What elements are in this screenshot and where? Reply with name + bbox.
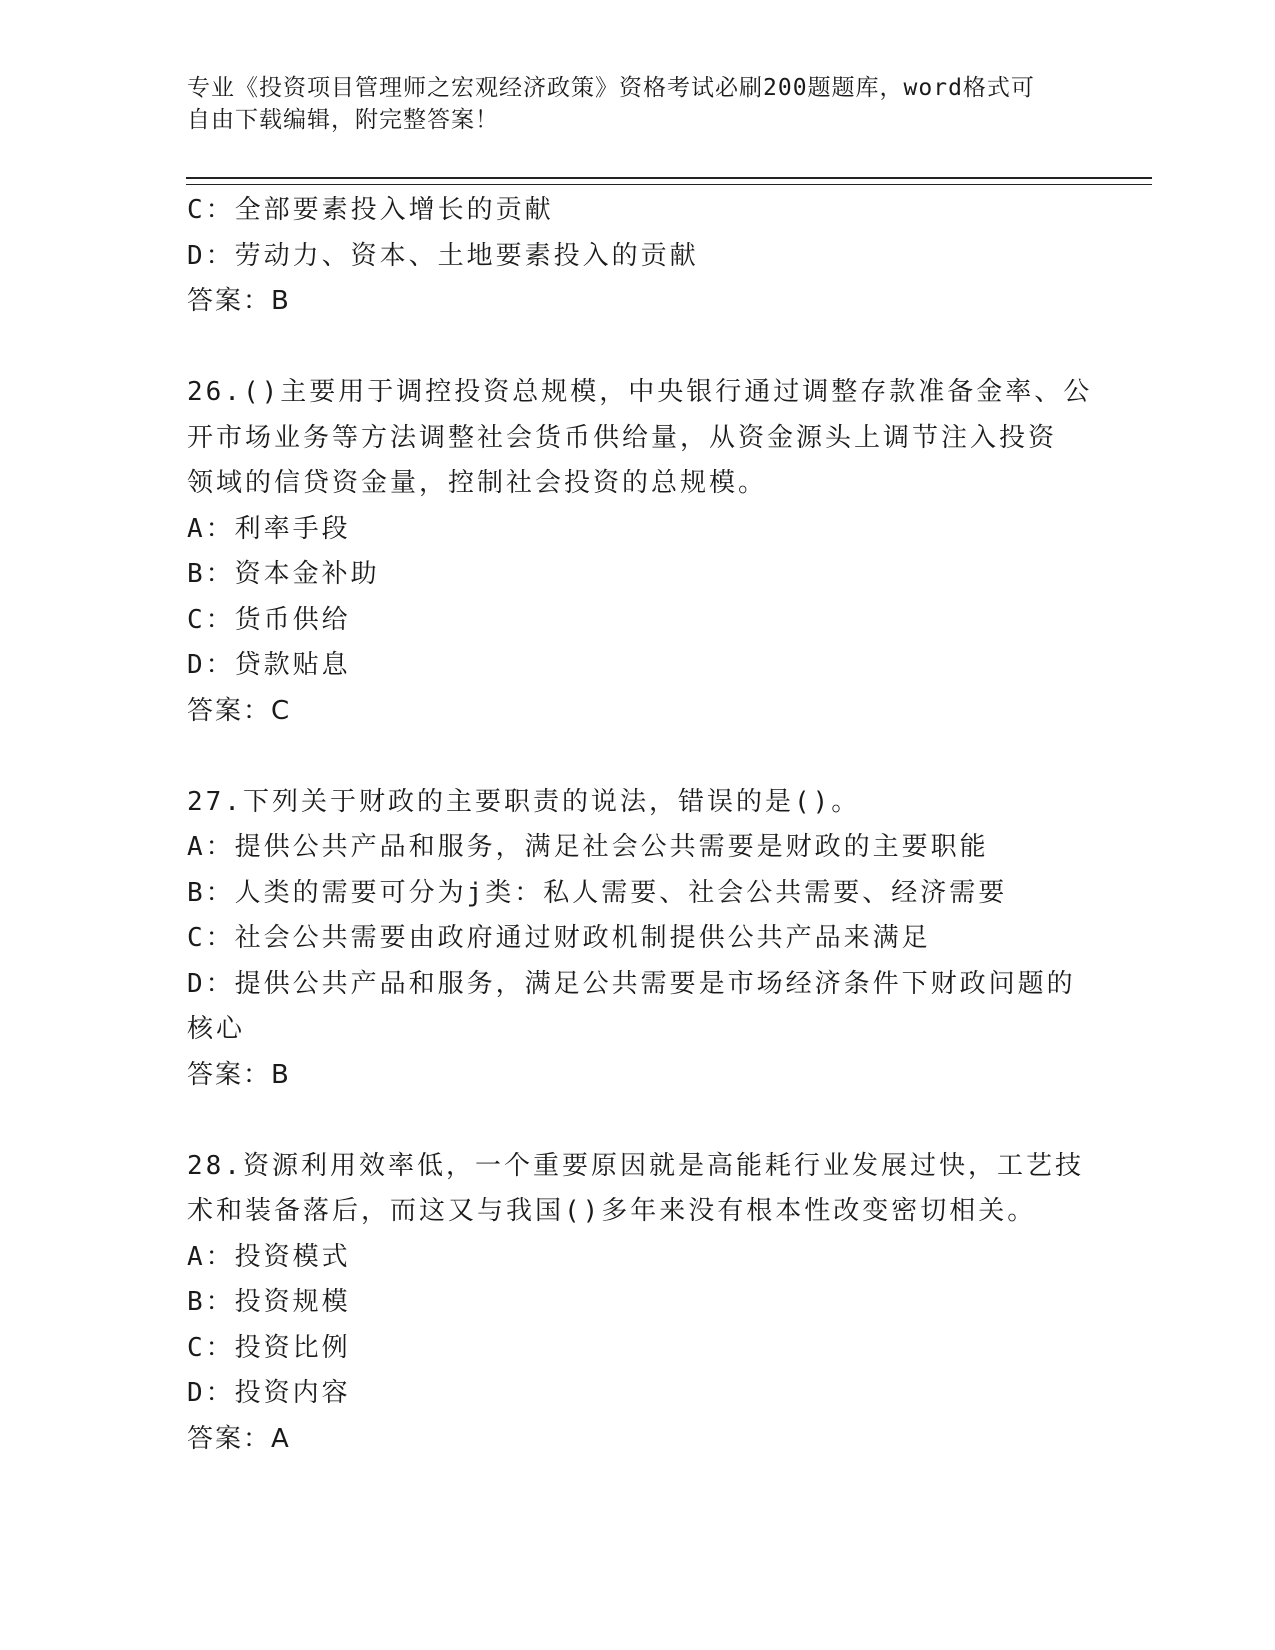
question-26 [187, 370, 1093, 734]
page-header [187, 72, 1087, 136]
option-d-line: 核心 [187, 1014, 246, 1044]
question-27 [187, 780, 1076, 1099]
question-25-tail [187, 188, 1067, 325]
option-a: A：提供公共产品和服务，满足社会公共需要是财政的主要职能 [187, 832, 989, 862]
spacer [187, 734, 1067, 780]
question-stem-line: 开市场业务等方法调整社会货币供给量，从资金源头上调节注入投资 [187, 422, 1058, 453]
option-b: B：资本金补助 [187, 559, 380, 589]
answer: 答案：B [187, 1059, 291, 1090]
option-c: C：投资比例 [187, 1332, 351, 1363]
question-28 [187, 1144, 1084, 1463]
question-stem-line: 术和装备落后，而这又与我国()多年来没有根本性改变密切相关。 [187, 1196, 1037, 1226]
option-d: D：贷款贴息 [187, 650, 351, 680]
option-c: C：社会公共需要由政府通过财政机制提供公共产品来满足 [187, 923, 931, 953]
header-title-line-2: 自由下载编辑，附完整答案！ [187, 107, 499, 133]
option-d-line: D：提供公共产品和服务，满足公共需要是市场经济条件下财政问题的 [187, 968, 1076, 999]
option-b: B：投资规模 [187, 1287, 351, 1317]
option-c: C：全部要素投入增长的贡献 [187, 195, 554, 225]
question-stem: 27.下列关于财政的主要职责的说法，错误的是()。 [187, 786, 861, 817]
question-stem-line: 28.资源利用效率低，一个重要原因就是高能耗行业发展过快，工艺技 [187, 1150, 1084, 1181]
option-a: A：利率手段 [187, 513, 351, 544]
answer: 答案：B [187, 286, 291, 316]
option-a: A：投资模式 [187, 1241, 351, 1272]
answer: 答案：A [187, 1423, 291, 1454]
option-d: D：劳动力、资本、土地要素投入的贡献 [187, 240, 699, 271]
option-b: B：人类的需要可分为j类：私人需要、社会公共需要、经济需要 [187, 877, 1008, 908]
question-stem-line: 26.()主要用于调控投资总规模，中央银行通过调整存款准备金率、公 [187, 377, 1093, 407]
header-title-line-1: 专业《投资项目管理师之宏观经济政策》资格考试必刷200题题库，word格式可 [187, 75, 1035, 101]
question-list [187, 188, 1093, 1462]
spacer [187, 325, 1067, 371]
option-d: D：投资内容 [187, 1378, 351, 1408]
spacer [187, 1098, 1067, 1144]
question-stem-line: 领域的信贷资金量，控制社会投资的总规模。 [187, 468, 768, 498]
option-c: C：货币供给 [187, 604, 351, 635]
header-divider [186, 177, 1152, 185]
answer: 答案：C [187, 695, 292, 726]
